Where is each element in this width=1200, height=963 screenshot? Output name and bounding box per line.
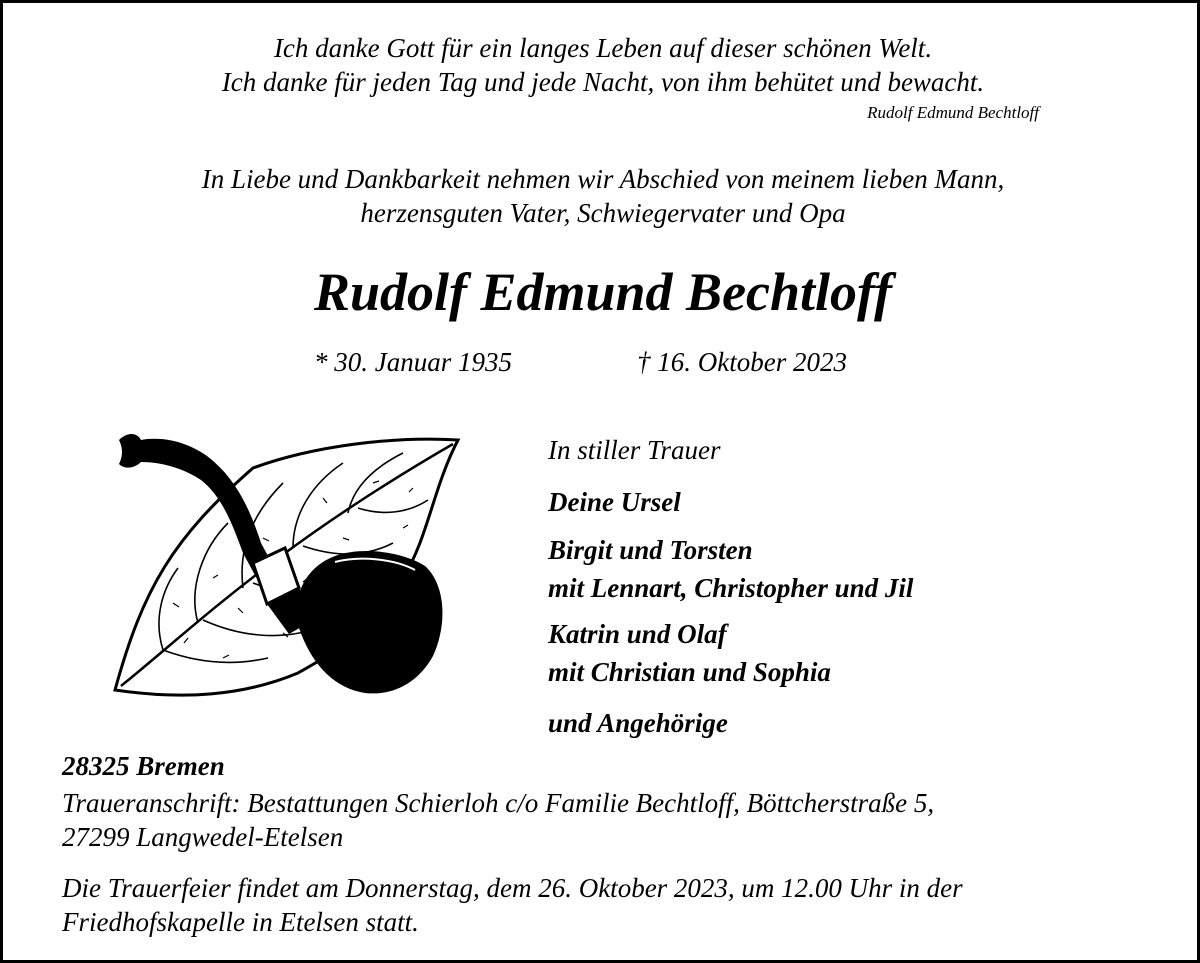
address-city: 28325 Bremen <box>62 751 225 781</box>
poem-line-2: Ich danke für jeden Tag und jede Nacht, von ihm behütet und bewacht. <box>221 67 985 97</box>
mourner-1: Deine Ursel <box>548 487 681 517</box>
birth-date: * 30. Januar 1935 <box>314 347 512 377</box>
mourner-6: und Angehörige <box>548 708 728 738</box>
mourner-2: Birgit und Torsten <box>548 535 753 565</box>
ceremony-line-2: Friedhofskapelle in Etelsen statt. <box>62 907 419 937</box>
poem-author: Rudolf Edmund Bechtloff <box>867 103 1039 122</box>
address-line-2: 27299 Langwedel-Etelsen <box>62 822 344 852</box>
intro-line-1: In Liebe und Dankbarkeit nehmen wir Abschied von meinem lieben Mann, <box>201 164 1005 194</box>
mourner-4: Katrin und Olaf <box>548 619 727 649</box>
intro-line-2: herzensguten Vater, Schwiegervater und Opa <box>360 198 846 228</box>
mourner-5: mit Christian und Sophia <box>548 657 831 687</box>
death-date: † 16. Oktober 2023 <box>637 347 847 377</box>
deceased-name: Rudolf Edmund Bechtloff <box>313 262 893 322</box>
ceremony-line-1: Die Trauerfeier findet am Donnerstag, dem 26. Oktober 2023, um 12.00 Uhr in der <box>62 873 963 903</box>
mourners-heading: In stiller Trauer <box>548 435 721 465</box>
address-line-1: Traueranschrift: Bestattungen Schierloh c/o Familie Bechtloff, Böttcherstraße 5, <box>62 788 935 818</box>
poem-line-1: Ich danke Gott für ein langes Leben auf dieser schönen Welt. <box>273 33 933 63</box>
mourner-3: mit Lennart, Christopher und Jil <box>548 573 914 603</box>
pipe-and-tobacco-leaf-icon <box>103 428 463 708</box>
